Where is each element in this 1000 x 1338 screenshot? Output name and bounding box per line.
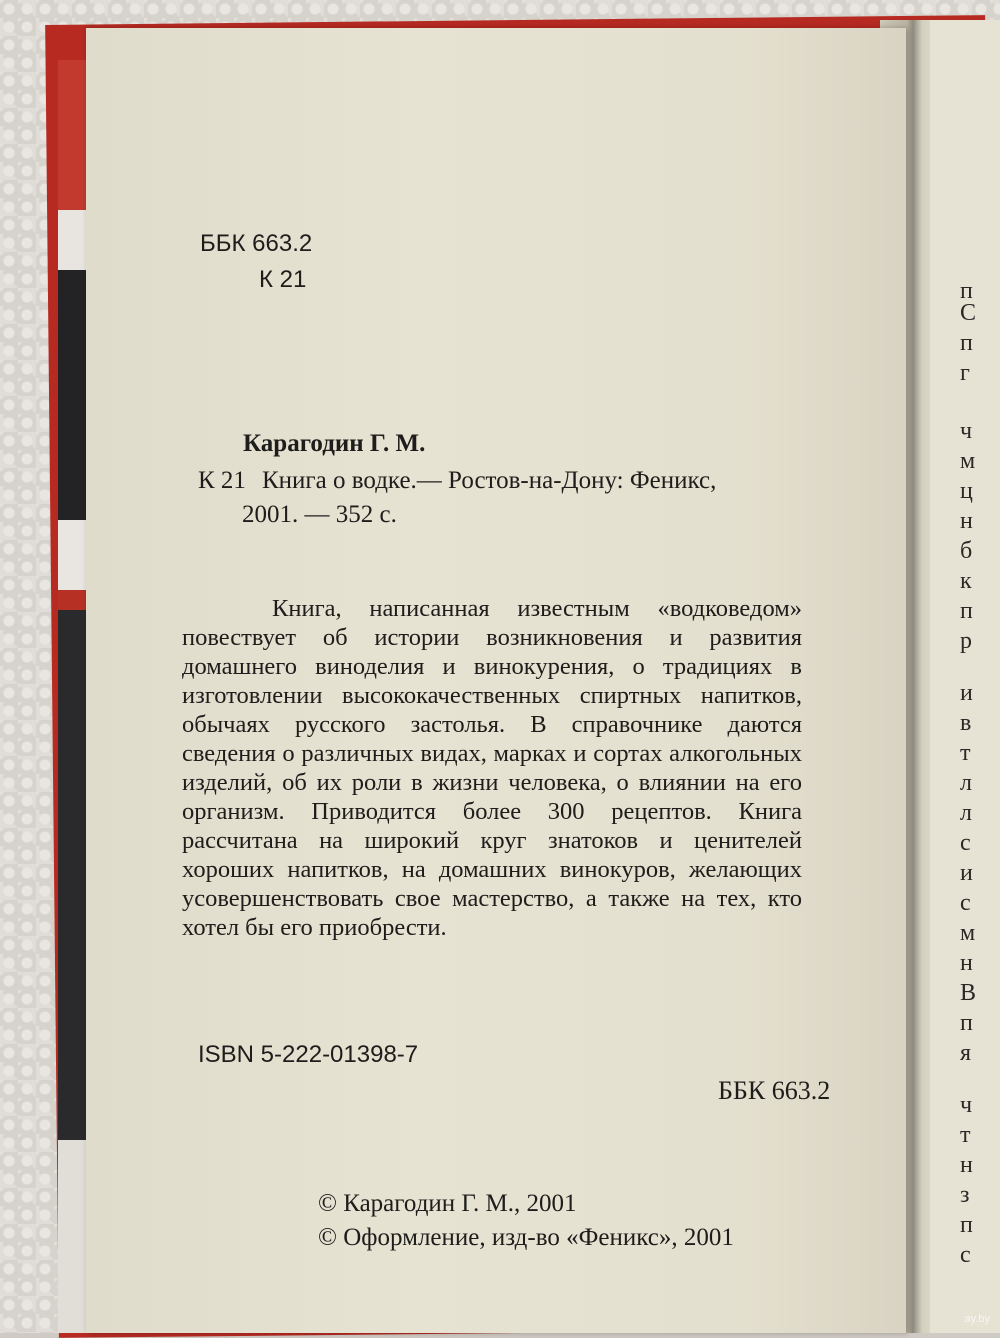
facing-page-letter: п <box>960 278 973 304</box>
facing-page-letter: С <box>960 300 977 326</box>
facing-page-edge <box>930 20 1000 1333</box>
facing-page-letter: и <box>960 860 973 886</box>
annotation <box>182 594 802 942</box>
bbk-code-bottom: ББК 663.2 <box>718 1076 831 1105</box>
copyright-design: © Оформление, изд-во «Феникс», 2001 <box>318 1224 734 1251</box>
facing-page-letter: л <box>960 770 972 796</box>
facing-page-letter: ч <box>960 1092 973 1118</box>
facing-page-letter: м <box>960 448 976 474</box>
facing-page-letter: с <box>960 830 971 856</box>
facing-page-letter: г <box>960 360 970 386</box>
facing-page-letter: б <box>960 538 973 564</box>
facing-page-letter: я <box>960 1040 972 1066</box>
facing-page-letter: ц <box>960 478 973 504</box>
facing-page-letter: н <box>960 508 973 534</box>
facing-page-letter: п <box>960 1212 973 1238</box>
entry-title: Книга о водке.— Ростов-на-Дону: Феникс, <box>262 467 717 494</box>
facing-page-letter: н <box>960 1152 973 1178</box>
author-sign-top: К 21 <box>259 266 307 293</box>
facing-page-letter: л <box>960 800 972 826</box>
facing-page-letter: м <box>960 920 976 946</box>
facing-page-letter: т <box>960 1122 971 1148</box>
entry-year: 2001. — 352 с. <box>242 501 397 528</box>
copyright-author: © Карагодин Г. М., 2001 <box>318 1190 577 1217</box>
facing-page-letter: п <box>960 598 973 624</box>
facing-page-letter: с <box>960 1242 971 1268</box>
annotation-text: Книга, написанная известным «водковедом» повествует об истории возникновения и развития домашнего виноделия и винокурения, о традициях в изготовлении высококачественных спиртных напитков, обычаях русского застолья. В справочнике даются сведения о различных видах, марках и сортах алкогольных изделий, об их роли в жизни человека, о влиянии на его организм. Приводится более 300 рецептов. Книга рассчитана на широкий круг знатоков и ценителей хороших напитков, на домашних винокуров, желающих усовершенствовать свое мастерство, а также на тех, кто хотел бы его приобрести. <box>182 595 802 941</box>
facing-page-letter: ч <box>960 418 973 444</box>
imprint-page <box>86 28 906 1333</box>
facing-page-letter: т <box>960 740 971 766</box>
isbn: ISBN 5-222-01398-7 <box>198 1041 419 1068</box>
facing-page-letter: В <box>960 980 977 1006</box>
facing-page-letter: р <box>960 628 972 654</box>
facing-page-letter: с <box>960 890 971 916</box>
watermark: ay.by <box>964 1313 990 1325</box>
facing-page-letter: к <box>960 568 972 594</box>
facing-page-letter: п <box>960 330 973 356</box>
bbk-code-top: ББК 663.2 <box>200 230 313 257</box>
facing-page-letter: н <box>960 950 973 976</box>
facing-page-letter: и <box>960 680 973 706</box>
entry-code: К 21 <box>198 467 246 494</box>
author-name: Карагодин Г. М. <box>243 430 426 457</box>
facing-page-letter: з <box>960 1182 970 1208</box>
facing-page-letter: п <box>960 1010 973 1036</box>
facing-page-letter: в <box>960 710 972 736</box>
